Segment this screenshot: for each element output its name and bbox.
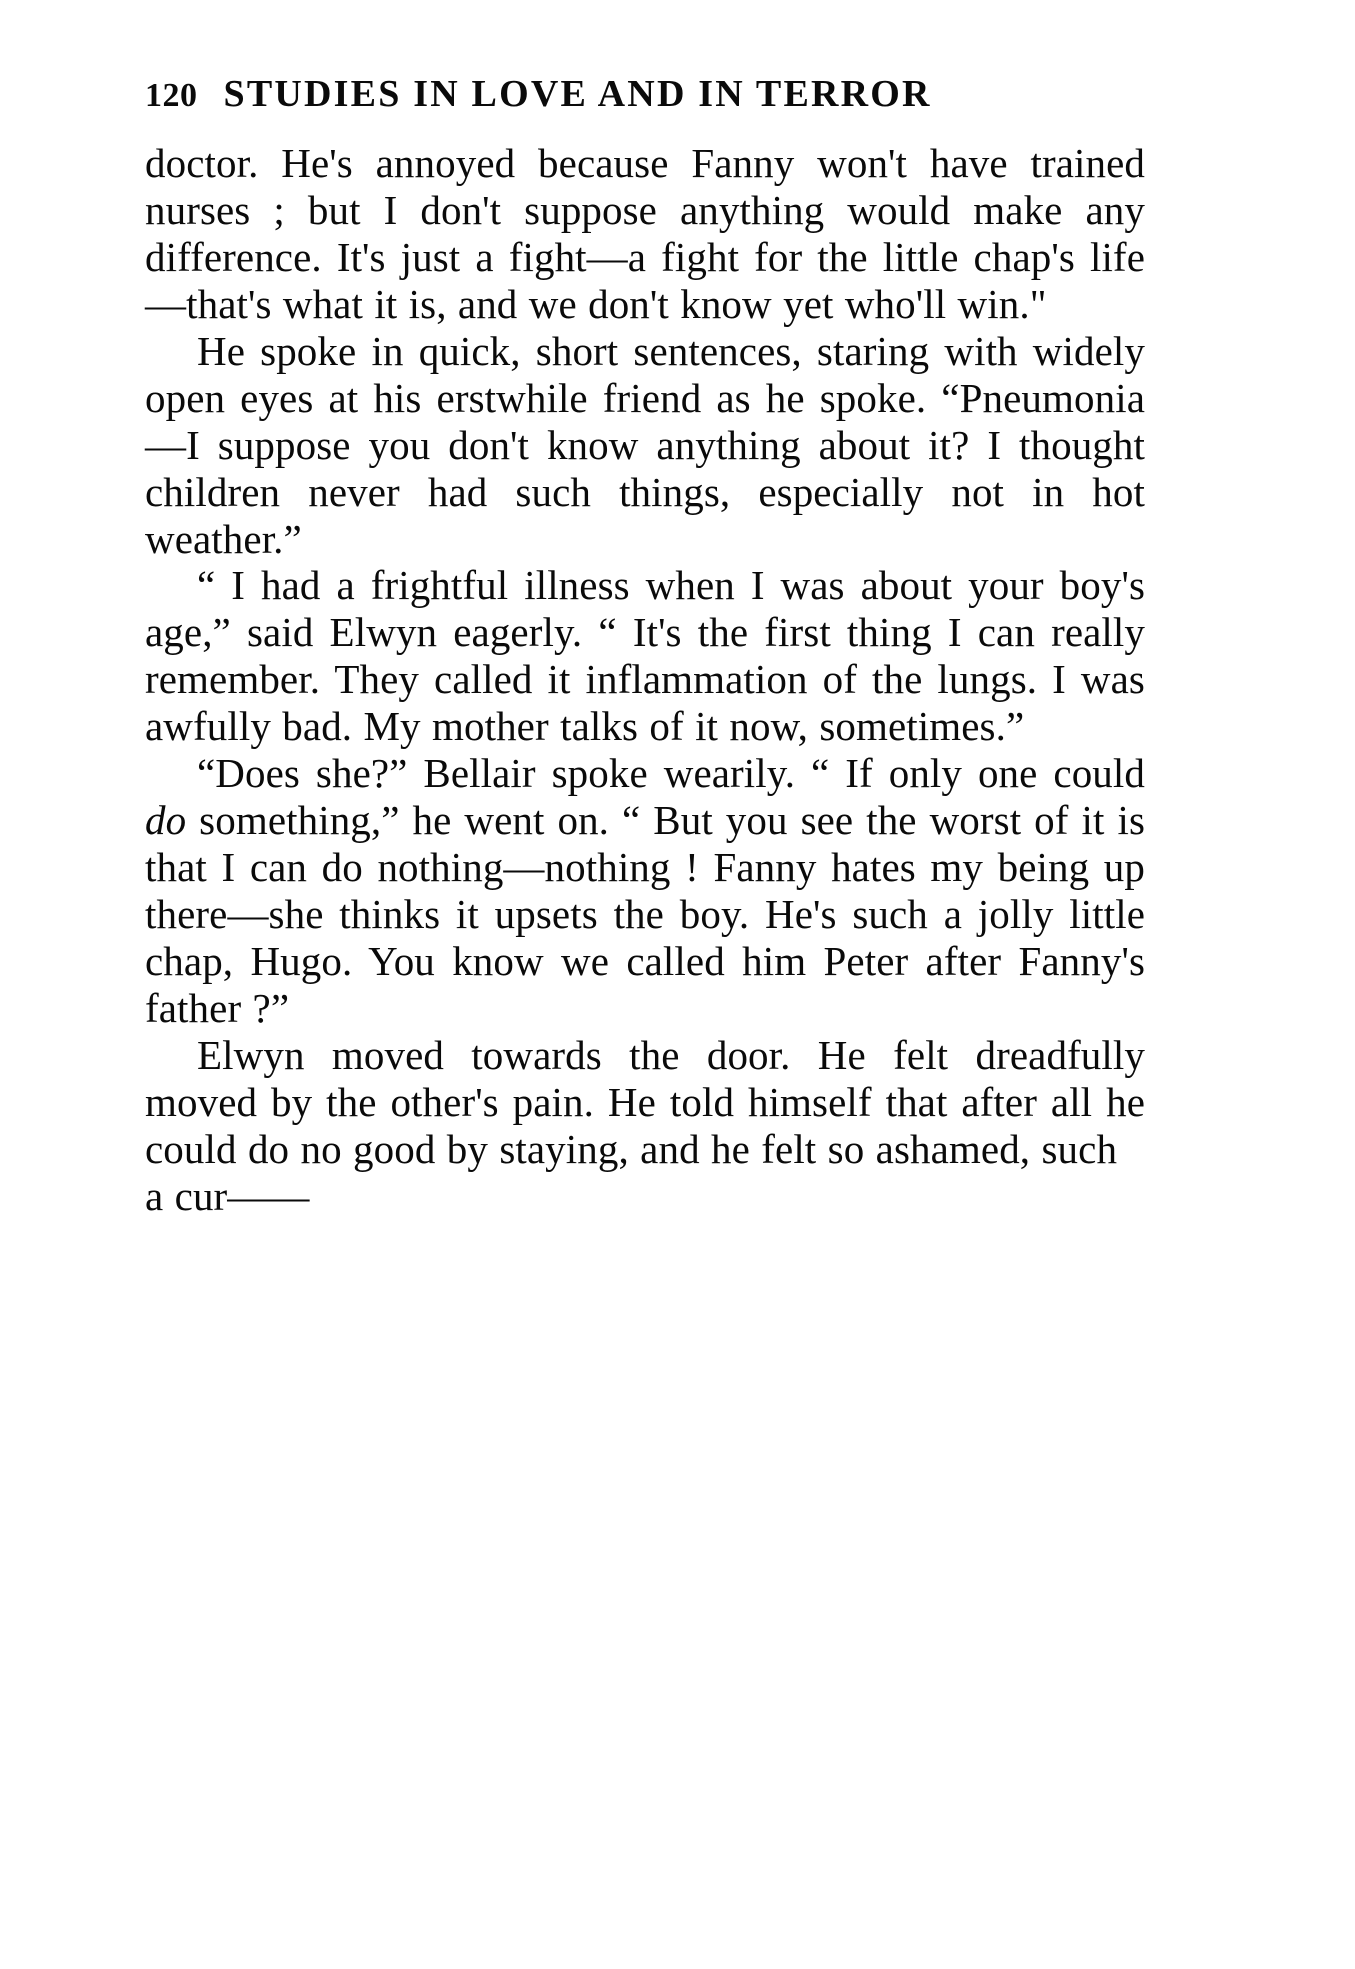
paragraph: doctor. He's annoyed because Fanny won't have trained nurses ; but I don't suppose anything would make any difference. It's just a fight—a fight for the little chap's life—that's what it is, and we don't know yet who'll win." xyxy=(145,140,1145,327)
paragraph-segment: “Does she?” Bellair spoke wearily. “ If only one could xyxy=(197,750,1145,797)
paragraph: “ I had a frightful illness when I was about your boy's age,” said Elwyn eagerly. “ It's the first thing I can really remember. They called it inflammation of the lungs. I was awfully bad. My mother talks of it now, sometimes.” xyxy=(145,562,1145,750)
body-text xyxy=(145,140,1145,1220)
paragraph-segment: something,” he went on. “ But you see the worst of it is that I can do nothing—nothing ! Fanny hates my being up there—she thinks it upsets the boy. He's such a jolly little chap, Hugo. You know we called him Peter after Fanny's father ?” xyxy=(145,797,1145,1031)
paragraph: a cur—— xyxy=(145,1172,310,1219)
running-head-title: STUDIES IN LOVE AND IN TERROR xyxy=(223,73,932,115)
paragraph xyxy=(145,750,1145,1032)
paragraph: He spoke in quick, short sentences, staring with widely open eyes at his erstwhile friend as he spoke. “Pneumonia—I suppose you don't know anything about it? I thought children never had such things, especially not in hot weather.” xyxy=(145,327,1145,562)
running-head xyxy=(145,72,1235,116)
page-number: 120 xyxy=(145,77,198,114)
emphasized-word: do xyxy=(145,797,187,844)
paragraph: Elwyn moved towards the door. He felt dreadfully moved by the other's pain. He told himself that after all he could do no good by staying, and he felt so ashamed, such xyxy=(145,1031,1145,1172)
